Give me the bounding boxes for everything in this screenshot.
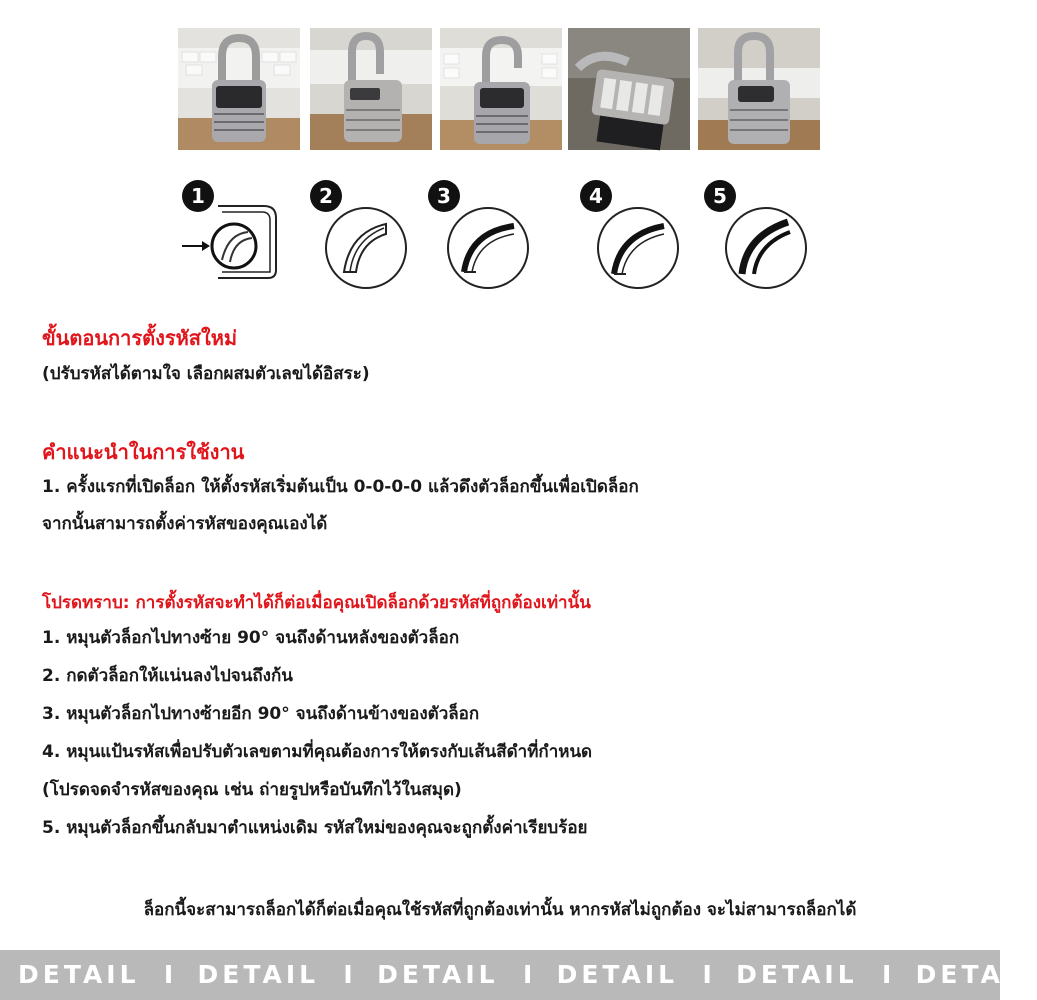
detail-band-text (18, 960, 1037, 990)
diagram-number-3: 3 (437, 184, 451, 208)
detail-label: DETAIL (736, 960, 858, 989)
usage-section (42, 438, 972, 536)
diagram-step-3 (424, 176, 554, 294)
detail-label: DETAIL (377, 960, 499, 989)
step-2-photo (310, 28, 432, 150)
notice-section (42, 590, 972, 840)
reset-section (42, 324, 972, 386)
detail-label: DETAIL (197, 960, 320, 989)
reset-title: ขั้นตอนการตั้งรหัสใหม่ (42, 326, 238, 350)
diagram-step-1 (172, 176, 302, 294)
step-diagrams (0, 176, 1000, 296)
diagram-number-5: 5 (713, 184, 727, 208)
notice-step-2: 2. กดตัวล็อกให้แน่นลงไปจนถึงก้น (42, 666, 293, 686)
diagram-step-4 (572, 176, 702, 294)
notice-title: โปรดทราบ: การตั้งรหัสจะทำได้ก็ต่อเมื่อคุณเปิดล็อกด้วยรหัสที่ถูกต้องเท่านั้น (42, 593, 591, 613)
detail-separator: I (702, 960, 712, 989)
reset-subtitle: (ปรับรหัสได้ตามใจ เลือกผสมตัวเลขได้อิสระ) (42, 364, 370, 384)
notice-step-4-note: (โปรดจดจำรหัสของคุณ เช่น ถ่ายรูปหรือบันทึกไว้ในสมุด) (42, 780, 462, 800)
detail-label: DETAIL (556, 960, 679, 989)
notice-step-4: 4. หมุนแป้นรหัสเพื่อปรับตัวเลขตามที่คุณต้องการให้ตรงกับเส้นสีดำที่กำหนด (42, 742, 593, 762)
diagram-number-2: 2 (319, 184, 333, 208)
diagram-number-4: 4 (589, 184, 603, 208)
notice-step-5: 5. หมุนตัวล็อกขึ้นกลับมาตำแหน่งเดิม รหัสใหม่ของคุณจะถูกตั้งค่าเรียบร้อย (42, 818, 588, 838)
step-photos (0, 28, 1000, 158)
usage-title: คำแนะนำในการใช้งาน (42, 440, 245, 464)
detail-separator: I (163, 960, 174, 989)
notice-step-3: 3. หมุนตัวล็อกไปทางซ้ายอีก 90° จนถึงด้านข้างของตัวล็อก (42, 704, 480, 724)
step-5-photo (698, 28, 820, 150)
step-1-photo (178, 28, 300, 150)
detail-label: DETAIL (915, 960, 1037, 989)
detail-separator: I (343, 960, 353, 989)
diagram-number-1: 1 (191, 184, 205, 208)
footer-note: ล็อกนี้จะสามารถล็อกได้ก็ต่อเมื่อคุณใช้รหัสที่ถูกต้องเท่านั้น หากรหัสไม่ถูกต้อง จะไม่สามารถล็อกได้ (143, 900, 857, 920)
detail-separator: I (522, 960, 533, 989)
usage-line-2: จากนั้นสามารถตั้งค่ารหัสของคุณเองได้ (42, 514, 328, 534)
detail-band (0, 950, 1037, 1000)
notice-step-1: 1. หมุนตัวล็อกไปทางซ้าย 90° จนถึงด้านหลังของตัวล็อก (42, 628, 460, 648)
diagram-step-5 (698, 176, 828, 294)
detail-label: DETAIL (18, 960, 140, 989)
detail-separator: I (882, 960, 892, 989)
diagram-step-2 (302, 176, 432, 294)
usage-line-1: 1. ครั้งแรกที่เปิดล็อก ให้ตั้งรหัสเริ่มต้นเป็น 0-0-0-0 แล้วดึงตัวล็อกขึ้นเพื่อเปิดล็อก (42, 477, 639, 497)
step-3-photo (440, 28, 562, 150)
step-4-photo (568, 28, 690, 150)
